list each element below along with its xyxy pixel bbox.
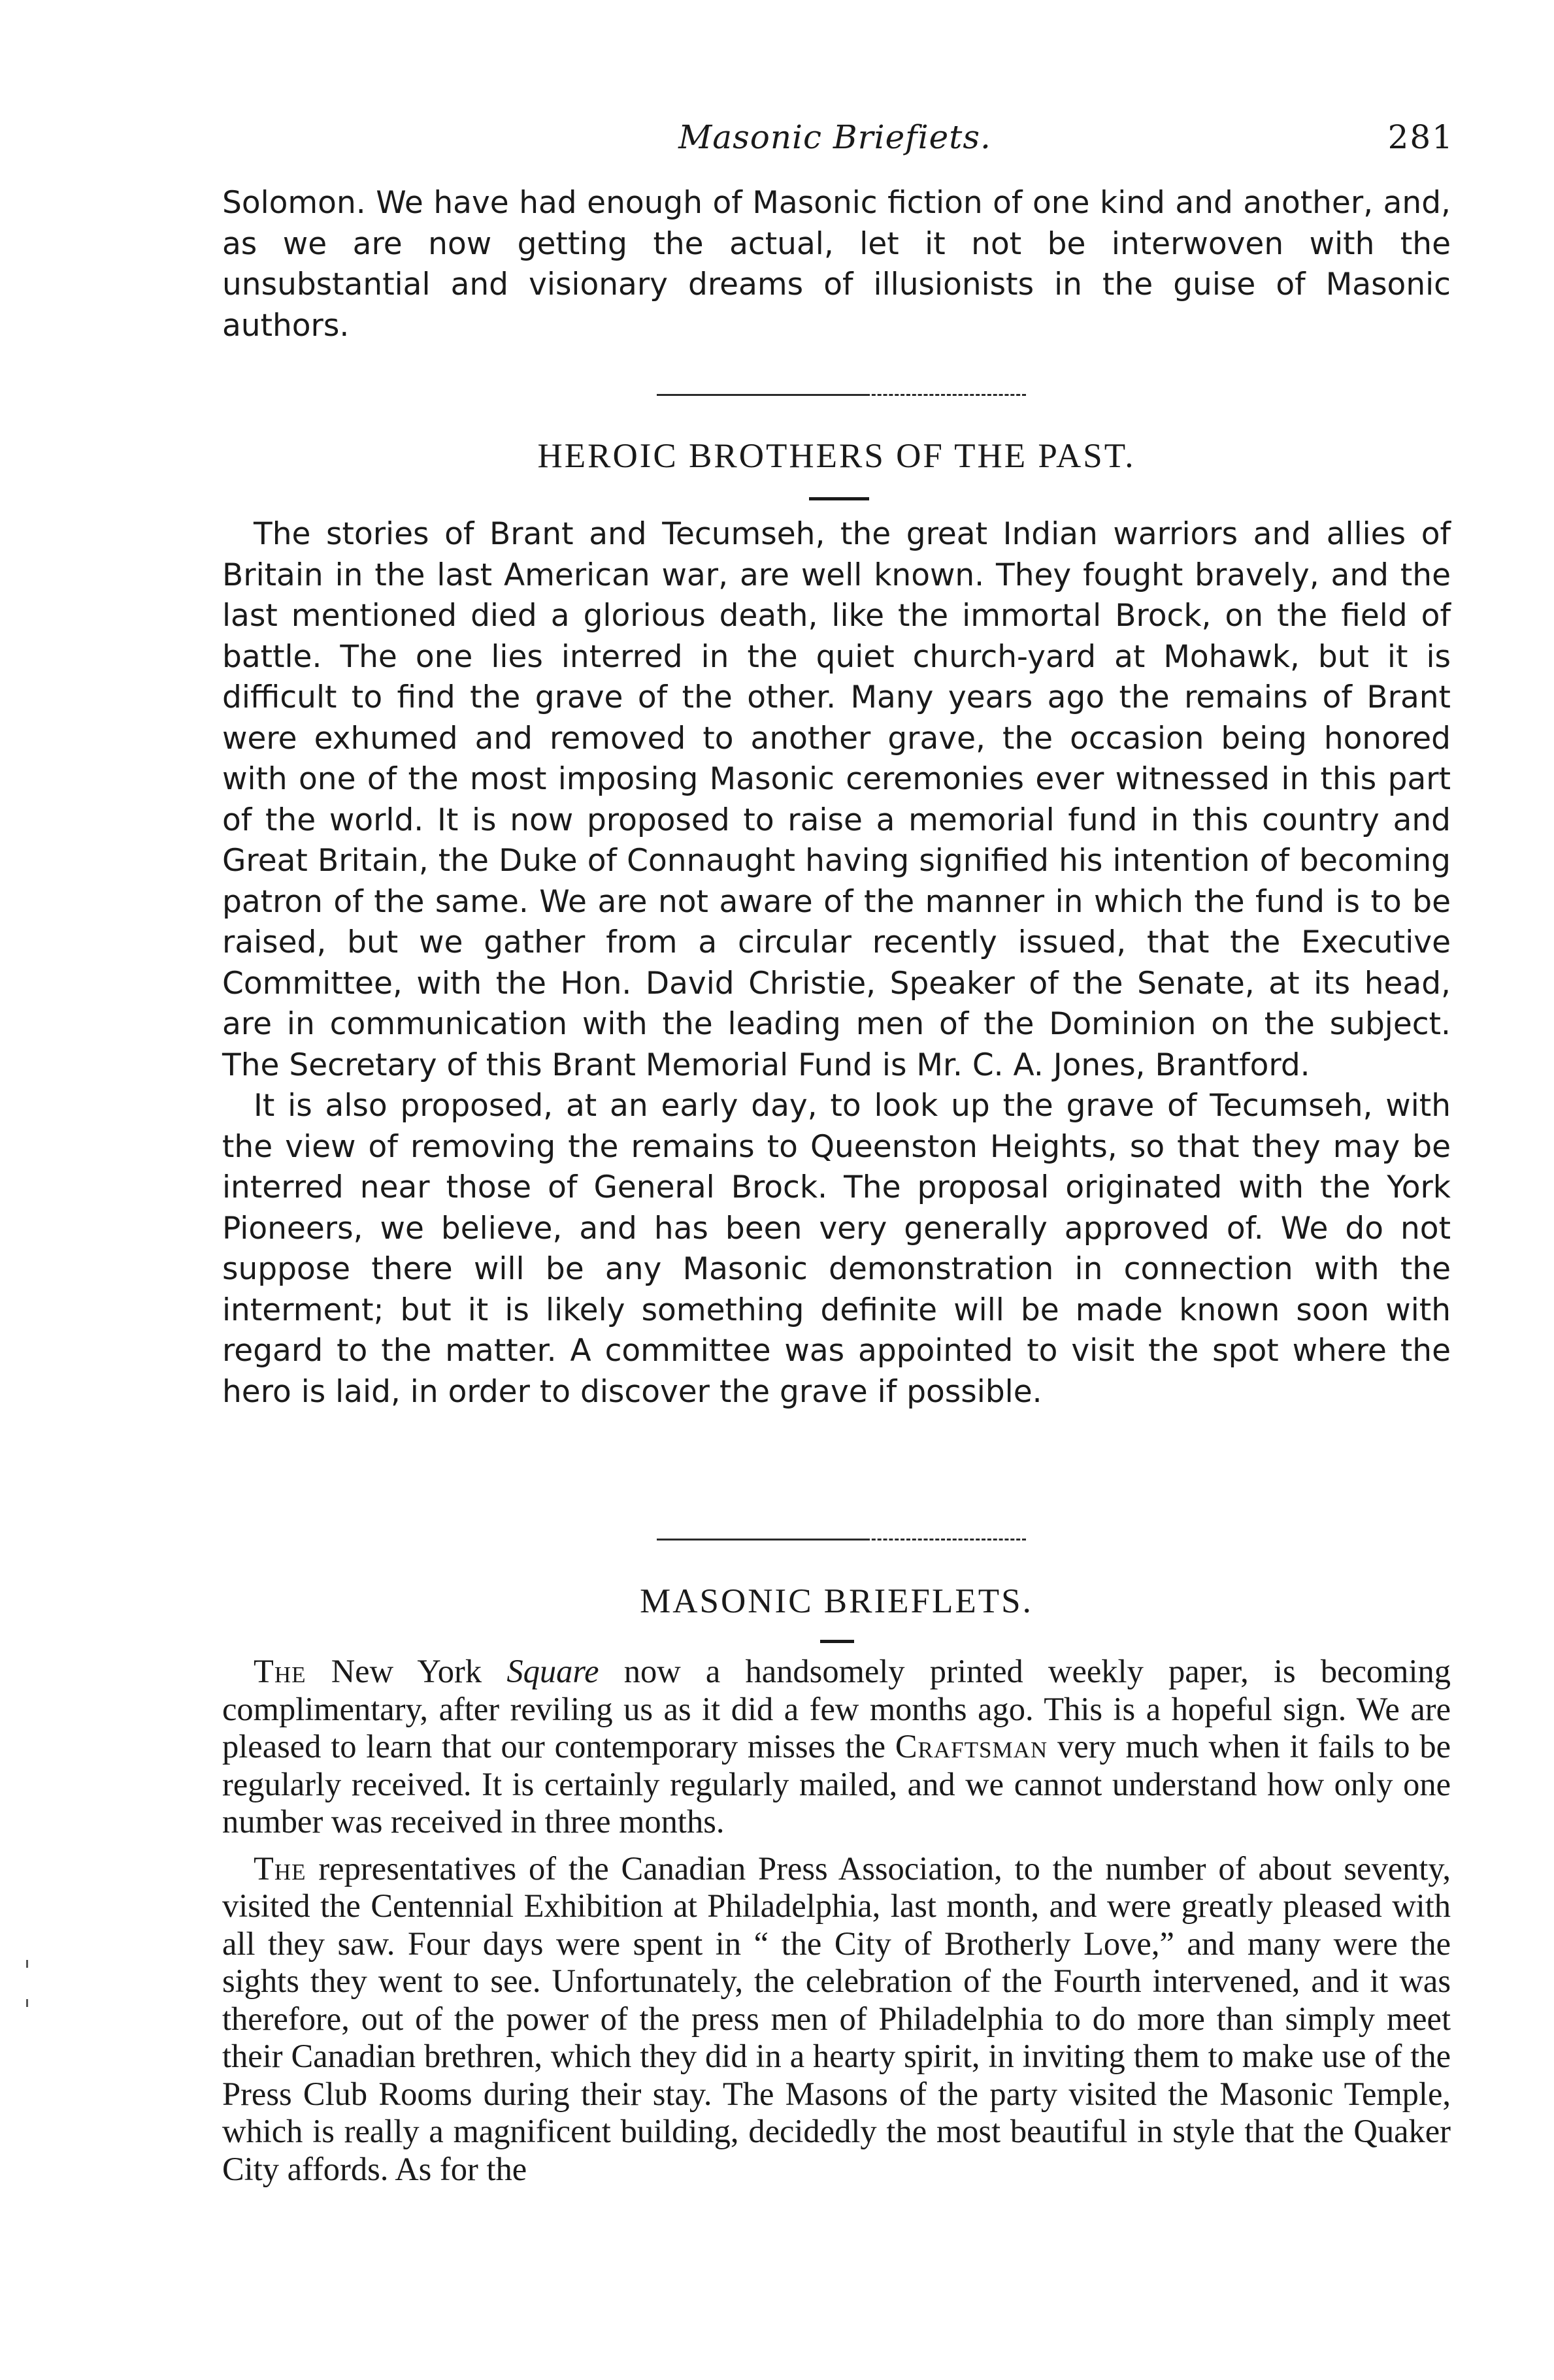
paragraph <box>222 1653 1451 1841</box>
section-heading-masonic-brieflets: MASONIC BRIEFLETS. <box>640 1582 1033 1620</box>
section-masonic-brieflets <box>222 1653 1451 2188</box>
lead-word: The <box>254 1850 306 1887</box>
intro-paragraph: Solomon. We have had enough of Masonic fiction of one kind and another, and, as we are now getting the actual, let it not be interwoven with the unsubstantial and visionary dreams of illusionists in the guise of Masonic authors. <box>222 185 1451 344</box>
text-run: now a handsomely printed weekly paper, is becoming complimentary, after reviling us as it did a few months ago. This is a hopeful sign. We are pleased to learn that our contemporary misses the <box>222 1653 1451 1765</box>
journal-name: Craftsman <box>895 1728 1048 1765</box>
running-head <box>216 114 1454 160</box>
running-title: Masonic Briefiets. <box>678 118 991 156</box>
heading-rule <box>809 497 869 500</box>
paragraph: It is also proposed, at an early day, to look up the grave of Tecumseh, with the view of removing the remains to Queenston Heights, so that they may be interred near those of General Brock. The proposal originated with the York Pioneers, we believe, and has been very generally approved of. We do not suppose there will be any Masonic demonstration in connection with the interment; but it is likely something definite will be made known soon with regard to the matter. A committee was appointed to visit the spot where the hero is laid, in order to discover the grave if possible. <box>222 1088 1451 1410</box>
paragraph <box>222 1850 1451 2189</box>
lead-word: The <box>254 1653 306 1689</box>
section-divider-tail <box>866 394 1026 396</box>
heading-rule <box>820 1640 854 1643</box>
section-divider <box>657 394 866 396</box>
text-run: New York <box>306 1653 507 1689</box>
text-run: very much when it fails to be regularly received. It is certainly regularly mailed, and we cannot understand how only one number was received in three months. <box>222 1728 1451 1840</box>
section-heading-heroic-brothers: HEROIC BROTHERS OF THE PAST. <box>537 437 1136 475</box>
margin-mark <box>26 1999 28 2007</box>
paragraph: The stories of Brant and Tecumseh, the great Indian warriors and allies of Britain in the last American war, are well known. They fought bravely, and the last mentioned died a glorious death, like the immortal Brock, on the field of battle. The one lies interred in the quiet church-yard at Mohawk, but it is difficult to find the grave of the other. Many years ago the remains of Brant were exhumed and removed to another grave, the occasion being honored with one of the most imposing Masonic ceremonies ever witnessed in this part of the world. It is now proposed to raise a memorial fund in this country and Great Britain, the Duke of Connaught having signified his intention of becoming patron of the same. We are not aware of the manner in which the fund is to be raised, but we gather from a circular recently issued, that the Executive Committee, with the Hon. David Christie, Speaker of the Senate, at its head, are in communication with the leading men of the Dominion on the subject. The Secretary of this Brant Memorial Fund is Mr. C. A. Jones, Brantford. <box>222 516 1451 1083</box>
page-number: 281 <box>1387 118 1454 156</box>
section-heroic-brothers <box>222 514 1451 1412</box>
newspaper-title: Square <box>506 1653 599 1689</box>
text-run: representatives of the Canadian Press Association, to the number of about seventy, visited the Centennial Exhibition at Philadelphia, last month, and were greatly pleased with all they saw. Four days were spent in “ the City of Brotherly Love,” and many were the sights they went to see. Unfortunately, the celebration of the Fourth intervened, and it was therefore, out of the power of the press men of Philadelphia to do more than simply meet their Canadian brethren, which they did in a hearty spirit, in inviting them to make use of the Press Club Rooms during their stay. The Masons of the party visited the Masonic Temple, which is really a magnificent building, decidedly the most beautiful in style that the Quaker City affords. As for the <box>222 1850 1451 2187</box>
section-divider-tail <box>866 1539 1026 1540</box>
section-divider <box>657 1539 866 1540</box>
margin-mark <box>26 1960 28 1968</box>
